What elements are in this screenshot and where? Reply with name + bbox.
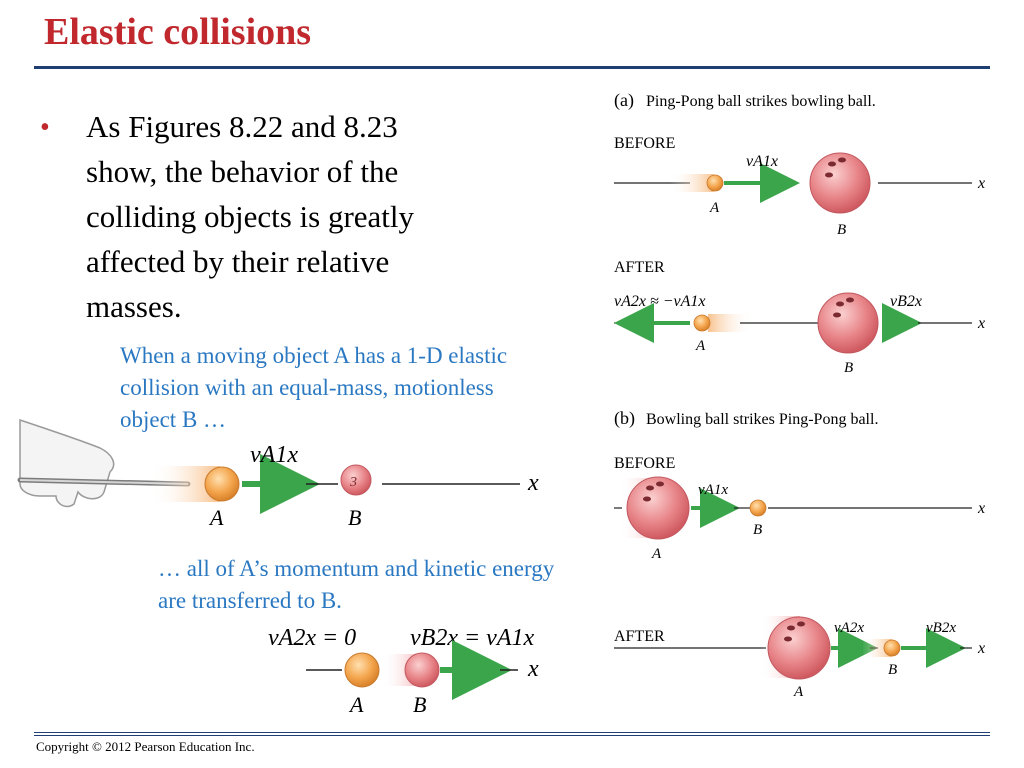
velocity-label-before: vA1x [250,442,298,468]
part-a-tag: (a) [614,90,634,110]
left-collision-figure [0,400,600,730]
bowling-hole [825,173,833,178]
b-after-ball-a [768,617,830,679]
bullet-text: As Figures 8.22 and 8.23 show, the behavior of the colliding objects is greatly affected by their relative masses. [86,109,415,324]
bowling-hole [656,482,664,487]
ball-a-label-after: A [350,692,364,717]
a-after-label-a: A [696,338,706,354]
left-caption-top: When a moving object A has a 1-D elastic collision with an equal-mass, motionless object B … [120,343,508,432]
slide-title: Elastic collisions [44,11,312,53]
a-before-label-a: A [710,200,720,216]
part-b-after-label: AFTER [614,628,665,645]
b-after-va-label: vA2x [834,620,864,636]
a-after-va-label: vA2x ≈ −vA1x [614,293,706,310]
axis-label-after: x [528,656,539,682]
b-before-axis-x: x [978,500,986,517]
a-after-vb-label: vB2x [890,293,922,310]
bowling-hole [833,313,841,318]
vb2-label: vB2x = vA1x [410,625,535,651]
b-after-label-b: B [888,662,898,678]
a-after-label-b: B [844,360,854,376]
a-before-label-b: B [837,222,847,238]
b-after-axis-x: x [978,640,986,657]
left-caption-bottom: … all of A’s momentum and kinetic energy are transferred to B. [158,556,555,613]
ball-b-number: 3 [350,475,357,490]
axis-label-before: x [528,470,539,496]
ball-a-after [345,653,379,687]
bowling-hole [836,302,844,307]
a-before-ball-a [707,175,723,191]
part-a-title: Ping-Pong ball strikes bowling ball. [646,93,876,110]
ball-a-label-before: A [210,505,224,530]
part-b-tag: (b) [614,408,635,428]
bowling-hole [784,637,792,642]
ball-b-label-before: B [348,505,362,530]
part-a-before-label: BEFORE [614,135,676,152]
b-before-velocity-label: vA1x [698,482,728,498]
b-after-ball-b [884,640,900,656]
right-collision-figure [600,80,1010,710]
b-before-ball-b [750,500,766,516]
bowling-hole [838,158,846,163]
bowling-hole [787,626,795,631]
bowling-hole [797,622,805,627]
ball-b-label-after: B [413,692,427,717]
a-after-axis-x: x [978,315,986,332]
a-before-velocity-label: vA1x [746,153,778,170]
part-b-before-label: BEFORE [614,455,676,472]
va2-label: vA2x = 0 [268,625,357,651]
part-b-title: Bowling ball strikes Ping-Pong ball. [646,411,879,428]
a-after-ball-a [694,315,710,331]
bowling-hole [846,298,854,303]
footer-rule-secondary [34,735,990,736]
bowling-hole [646,486,654,491]
b-before-label-a: A [652,546,662,562]
title-rule [34,66,990,69]
footer-rule [34,732,990,733]
bowling-hole [828,162,836,167]
part-a-after-label: AFTER [614,259,665,276]
a-before-axis-x: x [978,175,986,192]
ball-b-after [405,653,439,687]
bullet-marker: • [40,112,50,143]
b-after-label-a: A [794,684,804,700]
copyright-notice: Copyright © 2012 Pearson Education Inc. [36,739,255,754]
b-after-vb-label: vB2x [926,620,956,636]
ball-a-before [205,467,239,501]
b-before-ball-a [627,477,689,539]
b-before-label-b: B [753,522,763,538]
bowling-hole [643,497,651,502]
